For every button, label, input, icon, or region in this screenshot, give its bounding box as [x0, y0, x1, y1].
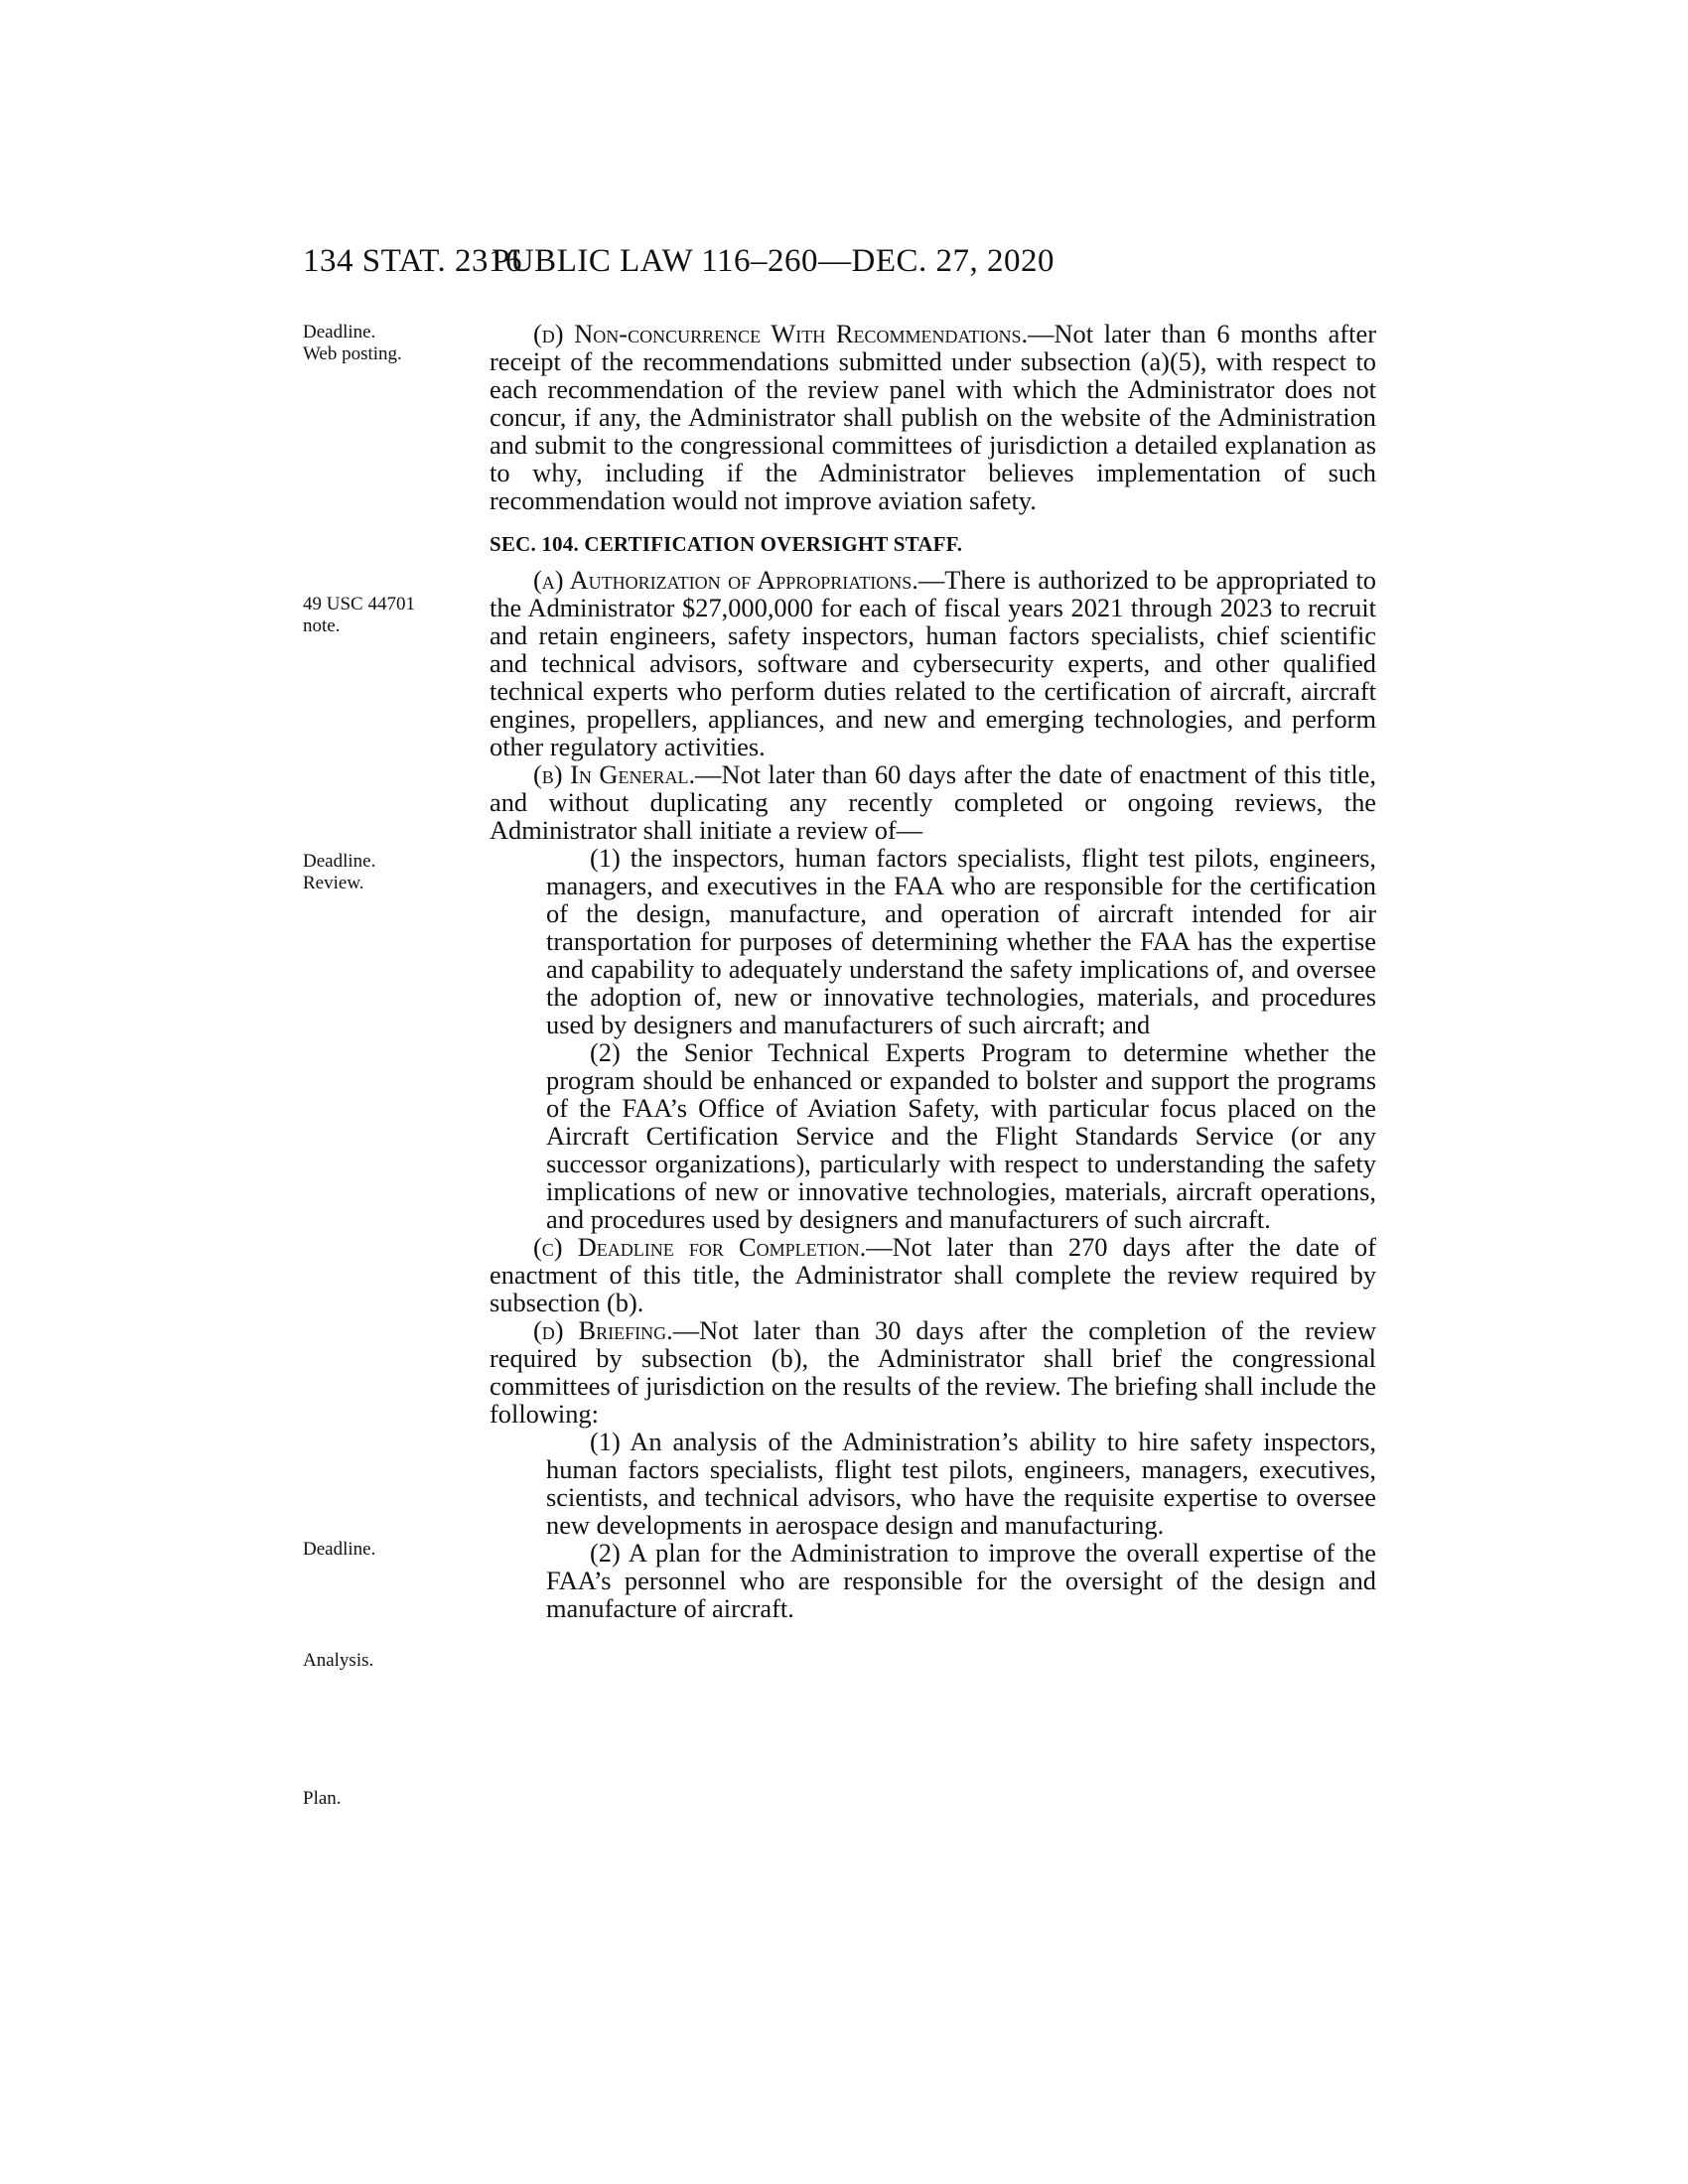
margin-note-deadline-web-posting [303, 322, 452, 365]
paragraph-b-in-general [490, 760, 1376, 844]
margin-note-line: 49 USC 44701 [303, 594, 415, 614]
body-text [490, 320, 1376, 1622]
paragraph-d-non-concurrence [490, 320, 1376, 514]
paragraph-d-briefing [490, 1316, 1376, 1428]
margin-note-line: Deadline. [303, 322, 376, 342]
section-heading: SEC. 104. CERTIFICATION OVERSIGHT STAFF. [490, 532, 963, 556]
paragraph-heading: (b) In General. [533, 759, 696, 789]
margin-note-deadline-review [303, 851, 452, 894]
paragraph-heading: (a) Authorization of Appropriations. [533, 565, 918, 595]
paragraph-b2: (2) the Senior Technical Experts Program to determine whether the program should be enhanced or expanded to bolster and support the programs of the FAA’s Office of Aviation Safety, with particular focus placed on the Aircraft Certification Service and the Flight Standards Service (or any successor organizations), particularly with respect to understanding the safety implications of new or innovative technologies, materials, aircraft operations, and procedures used by designers and manufacturers of such aircraft. [546, 1037, 1376, 1234]
margin-note-line: Web posting. [303, 343, 402, 364]
page-reference: 134 STAT. 2316 [303, 243, 523, 279]
paragraph-heading: (d) Non-concurrence With Recommendations. [533, 319, 1029, 348]
paragraph-b1: (1) the inspectors, human factors specialists, flight test pilots, engineers, managers, and executives in the FAA who are responsible for the certification of the design, manufacture, and operation of aircraft intended for air transportation for purposes of determining whether the FAA has the expertise and capability to adequately understand the safety implications of, and oversee the adoption of, new or innovative technologies, materials, and procedures used by designers and manufacturers of such aircraft; and [546, 843, 1376, 1039]
paragraph-heading: (c) Deadline for Completion. [533, 1232, 867, 1262]
paragraph-a-authorization [490, 566, 1376, 760]
paragraph-text: —Not later than 30 days after the completion of the review required by subsection (b), the Administrator shall brief the congressional committees of jurisdiction on the results of the review. The briefing shall include the following: [490, 1315, 1376, 1429]
paragraph-d1: (1) An analysis of the Administration’s ability to hire safety inspectors, human factors specialists, flight test pilots, engineers, managers, executives, scientists, and technical advisors, who have the requisite expertise to oversee new developments in aerospace design and manufacturing. [546, 1427, 1376, 1540]
page-title: PUBLIC LAW 116–260—DEC. 27, 2020 [492, 243, 1055, 279]
margin-note-plan: Plan. [303, 1788, 342, 1809]
margin-note-line: note. [303, 615, 341, 636]
margin-note-analysis: Analysis. [303, 1650, 374, 1671]
paragraph-text: —Not later than 270 days after the date of enactment of this title, the Administrator shall complete the review required by subsection (b). [490, 1232, 1376, 1317]
paragraph-c-deadline [490, 1233, 1376, 1316]
paragraph-heading: (d) Briefing. [533, 1315, 673, 1345]
margin-note-line: Review. [303, 873, 364, 893]
paragraph-text: —Not later than 60 days after the date of enactment of this title, and without duplicating any recently completed or ongoing reviews, the Administrator shall initiate a review of— [490, 759, 1376, 845]
margin-note-usc [303, 594, 452, 637]
paragraph-text: —Not later than 6 months after receipt of the recommendations submitted under subsection (a)(5), with respect to each recommendation of the review panel with which the Administrator does not concur, if any, the Administrator shall publish on the website of the Administration and submit to the congressional committees of jurisdiction a detailed explanation as to why, including if the Administrator believes implementation of such recommendation would not improve aviation safety. [490, 319, 1377, 515]
margin-note-deadline: Deadline. [303, 1539, 376, 1560]
paragraph-d2: (2) A plan for the Administration to improve the overall expertise of the FAA’s personnel who are responsible for the oversight of the design and manufacture of aircraft. [546, 1538, 1376, 1623]
paragraph-text: —There is authorized to be appropriated to the Administrator $27,000,000 for each of fiscal years 2021 through 2023 to recruit and retain engineers, safety inspectors, human factors specialists, chief scientific and technical advisors, software and cybersecurity experts, and other qualified technical experts who perform duties related to the certification of aircraft, aircraft engines, propellers, appliances, and new and emerging technologies, and perform other regulatory activities. [490, 565, 1376, 761]
margin-note-line: Deadline. [303, 851, 376, 872]
